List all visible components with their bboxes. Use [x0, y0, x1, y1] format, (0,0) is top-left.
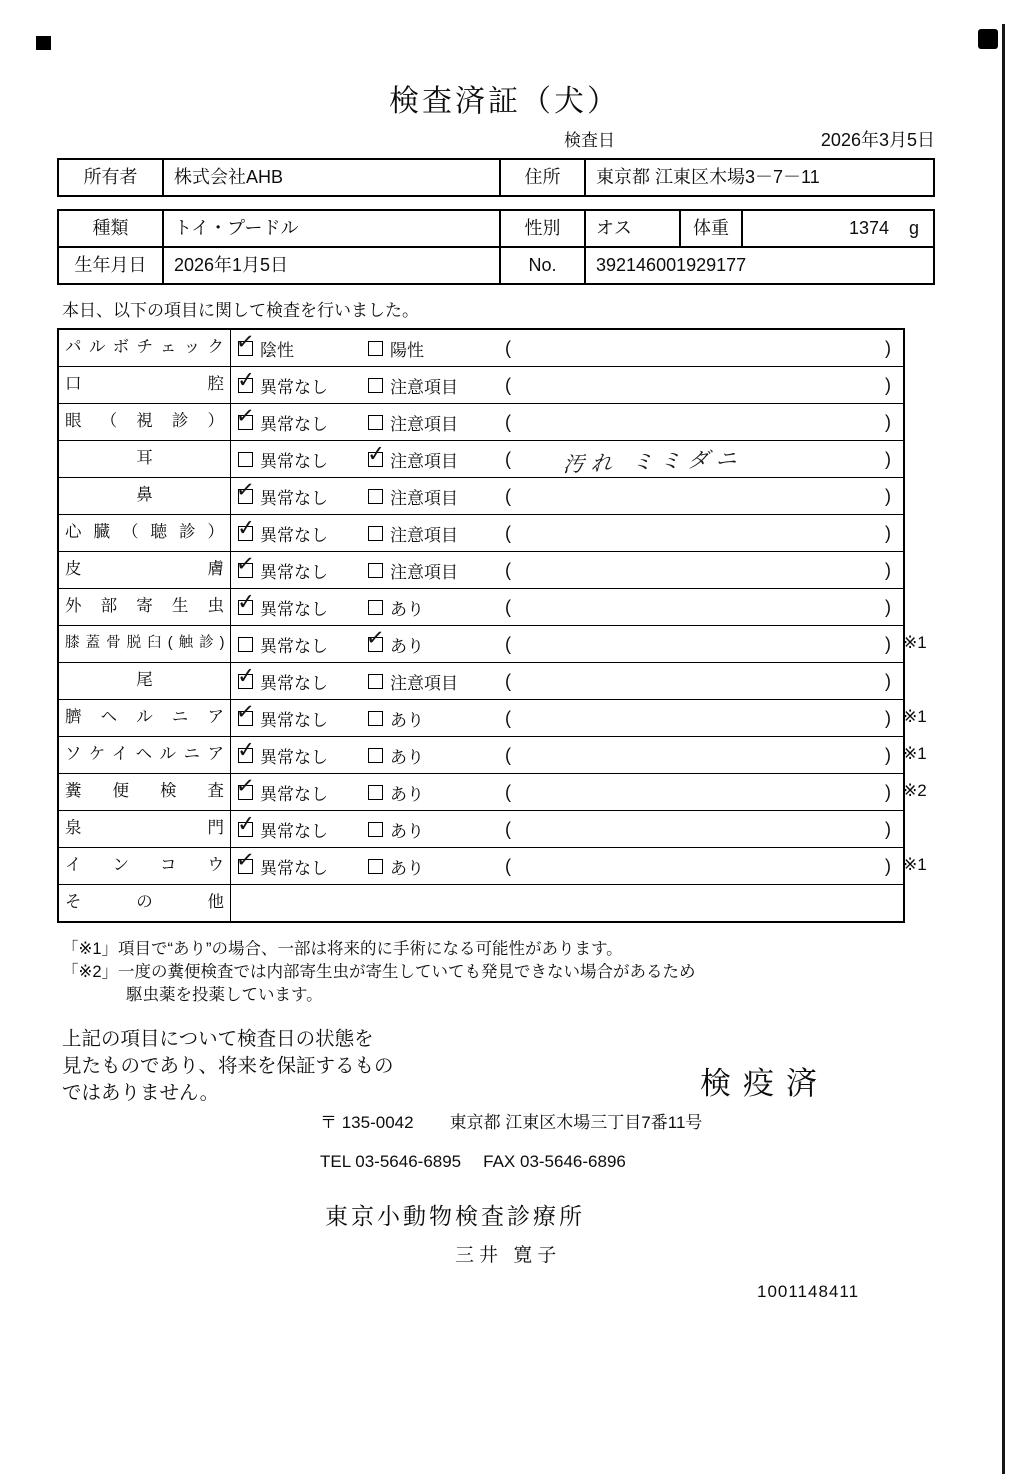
remarks-field — [501, 486, 903, 507]
checklist-row — [59, 330, 903, 366]
checkbox-icon — [238, 526, 253, 541]
inspection-date-line — [498, 126, 935, 152]
checklist-options — [231, 626, 903, 662]
checklist-options — [231, 663, 903, 699]
option-1 — [231, 854, 368, 879]
option-1 — [231, 484, 368, 509]
address-value: 東京都 江東区木場3－7－11 — [584, 160, 933, 195]
checkbox-icon — [238, 674, 253, 689]
option-2-label: あり — [390, 710, 424, 730]
checklist-options — [231, 330, 903, 366]
postal-code: 〒 135-0042 — [320, 1113, 414, 1132]
option-2 — [368, 410, 501, 435]
clinic-address-line — [320, 1108, 702, 1133]
close-paren: ) — [885, 670, 891, 691]
sex-label: 性別 — [499, 211, 584, 246]
intro-text: 本日、以下の項目に関して検査を行いました。 — [62, 301, 419, 320]
type-value: トイ・プードル — [162, 211, 499, 246]
checklist-item-label: 泉門 — [59, 811, 231, 847]
option-2-label: あり — [390, 599, 424, 619]
checklist-options — [231, 552, 903, 588]
checkbox-icon — [368, 563, 383, 578]
checklist-row — [59, 773, 927, 810]
checkbox-icon — [238, 859, 253, 874]
disclaimer-line1: 上記の項目について検査日の状態を — [62, 1028, 374, 1050]
open-paren: ( — [505, 818, 511, 839]
checkbox-icon — [238, 637, 253, 652]
option-2 — [368, 706, 501, 731]
option-1 — [231, 595, 368, 620]
checklist-row — [59, 403, 903, 440]
animal-info-table — [57, 209, 935, 285]
option-1-label: 異常なし — [260, 747, 328, 767]
footnotes — [62, 938, 696, 1007]
checklist-row — [59, 440, 903, 477]
checklist-row — [59, 736, 927, 773]
checklist-row — [59, 551, 903, 588]
close-paren: ) — [885, 559, 891, 580]
remarks-field — [501, 412, 903, 433]
option-2-label: 注意項目 — [390, 451, 458, 471]
checkbox-icon — [368, 748, 383, 763]
option-1 — [231, 558, 368, 583]
checklist-item-label: 尾 — [59, 663, 231, 699]
option-2 — [368, 336, 501, 361]
sex-value: オス — [584, 211, 679, 246]
option-2 — [368, 669, 501, 694]
serial-number: 1001148411 — [757, 1282, 860, 1301]
option-1-label: 異常なし — [260, 821, 328, 841]
checkbox-icon — [238, 563, 253, 578]
option-2-label: 注意項目 — [390, 673, 458, 693]
checkbox-icon — [368, 600, 383, 615]
option-1 — [231, 447, 368, 472]
option-1 — [231, 336, 368, 361]
clinic-name: 東京小動物検査診療所 — [325, 1203, 585, 1229]
option-1-label: 陰性 — [260, 340, 294, 360]
checklist-options — [231, 441, 903, 477]
checklist-item-label: 眼（視診） — [59, 404, 231, 440]
option-1-label: 異常なし — [260, 636, 328, 656]
remarks-field — [501, 708, 903, 729]
close-paren: ) — [885, 448, 891, 469]
option-2 — [368, 373, 501, 398]
close-paren: ) — [885, 707, 891, 728]
footnote-mark: ※1 — [903, 744, 927, 763]
option-1 — [231, 817, 368, 842]
checklist-options — [231, 885, 903, 921]
option-1-label: 異常なし — [260, 488, 328, 508]
option-2 — [368, 632, 501, 657]
option-1-label: 異常なし — [260, 858, 328, 878]
checklist-item-label: 臍ヘルニア — [59, 700, 231, 736]
option-1 — [231, 706, 368, 731]
checklist-row — [59, 477, 903, 514]
footnote-1: 「※1」項目で“あり”の場合、一部は将来的に手術になる可能性があります。 — [62, 940, 623, 958]
remarks-field — [501, 634, 903, 655]
checklist-item-label: 鼻 — [59, 478, 231, 514]
open-paren: ( — [505, 855, 511, 876]
weight-value-cell — [741, 211, 933, 246]
option-1-label: 異常なし — [260, 451, 328, 471]
checklist-item-label: 口腔 — [59, 367, 231, 403]
option-1-label: 異常なし — [260, 710, 328, 730]
option-2 — [368, 558, 501, 583]
option-2 — [368, 780, 501, 805]
close-paren: ) — [885, 855, 891, 876]
open-paren: ( — [505, 559, 511, 580]
option-2 — [368, 743, 501, 768]
checkbox-icon — [368, 341, 383, 356]
option-2 — [368, 854, 501, 879]
fax-number: FAX 03-5646-6896 — [483, 1152, 626, 1171]
option-2-label: 陽性 — [390, 340, 424, 360]
checkbox-icon — [238, 341, 253, 356]
disclaimer — [62, 1026, 394, 1107]
checklist-row — [59, 662, 903, 699]
checklist-options — [231, 848, 903, 884]
veterinarian-name: 三井 寛子 — [455, 1245, 562, 1266]
checkbox-icon — [368, 526, 383, 541]
close-paren: ) — [885, 744, 891, 765]
checkbox-icon — [368, 859, 383, 874]
checkbox-icon — [238, 600, 253, 615]
checklist-item-label: ソケイヘルニア — [59, 737, 231, 773]
open-paren: ( — [505, 411, 511, 432]
type-label: 種類 — [92, 218, 129, 238]
close-paren: ) — [885, 522, 891, 543]
no-label: No. — [499, 246, 584, 283]
option-1-label: 異常なし — [260, 525, 328, 545]
remarks-field — [501, 560, 903, 581]
option-2-label: あり — [390, 784, 424, 804]
option-2-label: 注意項目 — [390, 562, 458, 582]
option-2-label: 注意項目 — [390, 525, 458, 545]
remarks-field — [501, 782, 903, 803]
checklist-row — [59, 884, 903, 921]
option-1 — [231, 669, 368, 694]
open-paren: ( — [505, 633, 511, 654]
checkbox-icon — [238, 711, 253, 726]
option-2-label: 注意項目 — [390, 377, 458, 397]
scan-artifact-top-left — [36, 36, 51, 50]
option-1 — [231, 780, 368, 805]
checkbox-icon — [368, 452, 383, 467]
close-paren: ) — [885, 818, 891, 839]
checklist-item-label: 外部寄生虫 — [59, 589, 231, 625]
checkbox-icon — [238, 415, 253, 430]
open-paren: ( — [505, 744, 511, 765]
checkbox-icon — [368, 674, 383, 689]
option-1-label: 異常なし — [260, 599, 328, 619]
checklist-item-label: 糞便検査 — [59, 774, 231, 810]
open-paren: ( — [505, 670, 511, 691]
checkbox-icon — [368, 489, 383, 504]
checkbox-icon — [238, 452, 253, 467]
checkbox-icon — [238, 378, 253, 393]
option-2-label: 注意項目 — [390, 414, 458, 434]
owner-label: 所有者 — [83, 167, 138, 187]
option-2 — [368, 521, 501, 546]
option-1 — [231, 743, 368, 768]
remarks-field — [501, 671, 903, 692]
footnote-mark: ※2 — [903, 781, 927, 800]
checklist-item-label: 皮膚 — [59, 552, 231, 588]
tel-fax-line — [320, 1152, 626, 1172]
checklist-options — [231, 737, 903, 773]
disclaimer-line3: ではありません。 — [62, 1082, 220, 1104]
checkbox-icon — [238, 748, 253, 763]
option-1 — [231, 410, 368, 435]
quarantine-stamp: 検疫済 — [700, 1066, 829, 1101]
remarks-field — [501, 819, 903, 840]
option-1-label: 異常なし — [260, 377, 328, 397]
open-paren: ( — [505, 485, 511, 506]
inspection-date-value: 2026年3月5日 — [820, 130, 935, 150]
checkbox-icon — [368, 637, 383, 652]
checkbox-icon — [368, 822, 383, 837]
option-2-label: あり — [390, 858, 424, 878]
weight-value: 1374 — [848, 218, 889, 238]
weight-label: 体重 — [679, 211, 741, 246]
checkbox-icon — [238, 489, 253, 504]
option-2-label: 注意項目 — [390, 488, 458, 508]
checkbox-icon — [238, 785, 253, 800]
close-paren: ) — [885, 633, 891, 654]
checkbox-icon — [368, 415, 383, 430]
footnote-mark: ※1 — [903, 855, 927, 874]
close-paren: ) — [885, 374, 891, 395]
close-paren: ) — [885, 596, 891, 617]
checklist-row — [59, 588, 903, 625]
remarks-field — [501, 597, 903, 618]
checklist-row — [59, 847, 927, 884]
checklist-item-label: インコウ — [59, 848, 231, 884]
option-1-label: 異常なし — [260, 414, 328, 434]
open-paren: ( — [505, 781, 511, 802]
scan-artifact-right-edge — [1002, 24, 1005, 1474]
checkbox-icon — [368, 378, 383, 393]
option-1 — [231, 632, 368, 657]
footnote-mark: ※1 — [903, 633, 927, 652]
checklist-options — [231, 367, 903, 403]
checklist-row — [59, 810, 903, 847]
clinic-address: 東京都 江東区木場三丁目7番11号 — [449, 1113, 703, 1132]
handwritten-note: 汚れ ミミダニ — [562, 447, 745, 477]
document-title: 検査済証（犬） — [389, 85, 620, 118]
birthdate-label: 生年月日 — [59, 246, 162, 283]
option-2-label: あり — [390, 747, 424, 767]
footnote-mark: ※1 — [903, 707, 927, 726]
remarks-field — [501, 444, 903, 477]
checklist-row — [59, 625, 927, 662]
option-2 — [368, 484, 501, 509]
option-1-label: 異常なし — [260, 673, 328, 693]
close-paren: ) — [885, 485, 891, 506]
option-2 — [368, 447, 501, 472]
close-paren: ) — [885, 781, 891, 802]
checklist-item-label: 膝蓋骨脱臼(触診) — [59, 626, 231, 662]
checklist-item-label: 心臓（聴診） — [59, 515, 231, 551]
checklist-options — [231, 404, 903, 440]
checklist-item-label: その他 — [59, 885, 231, 921]
disclaimer-line2: 見たものであり、将来を保証するもの — [62, 1055, 394, 1077]
checklist-row — [59, 699, 927, 736]
option-1-label: 異常なし — [260, 562, 328, 582]
owner-table — [57, 158, 935, 197]
option-2-label: あり — [390, 821, 424, 841]
checklist-item-label: パルボチェック — [59, 330, 231, 366]
remarks-field — [501, 856, 903, 877]
owner-value: 株式会社AHB — [162, 160, 499, 195]
scan-artifact-top-right — [978, 29, 998, 49]
checkbox-icon — [238, 822, 253, 837]
remarks-field — [501, 375, 903, 396]
remarks-field — [501, 745, 903, 766]
open-paren: ( — [505, 596, 511, 617]
inspection-date-label: 検査日 — [564, 131, 615, 150]
no-value: 392146001929177 — [584, 246, 933, 283]
checklist-row — [59, 366, 903, 403]
checklist-options — [231, 774, 903, 810]
close-paren: ) — [885, 411, 891, 432]
option-1-label: 異常なし — [260, 784, 328, 804]
footnote-2-line1: 「※2」一度の糞便検査では内部寄生虫が寄生していても発見できない場合があるため — [62, 963, 696, 981]
birthdate-value: 2026年1月5日 — [162, 246, 499, 283]
open-paren: ( — [505, 448, 511, 469]
checkbox-icon — [368, 785, 383, 800]
option-1 — [231, 373, 368, 398]
checklist-table — [57, 328, 927, 923]
close-paren: ) — [885, 337, 891, 358]
checklist-options — [231, 515, 903, 551]
address-label: 住所 — [499, 160, 584, 195]
open-paren: ( — [505, 522, 511, 543]
tel-number: TEL 03-5646-6895 — [320, 1152, 462, 1171]
open-paren: ( — [505, 707, 511, 728]
checklist-options — [231, 478, 903, 514]
remarks-field — [501, 523, 903, 544]
checklist-options — [231, 811, 903, 847]
checklist-options — [231, 700, 903, 736]
remarks-field — [501, 338, 903, 359]
weight-unit: g — [908, 218, 919, 238]
checkbox-icon — [368, 711, 383, 726]
option-2 — [368, 817, 501, 842]
open-paren: ( — [505, 337, 511, 358]
checklist-row — [59, 514, 903, 551]
option-2-label: あり — [390, 636, 424, 656]
option-1 — [231, 521, 368, 546]
footnote-2-line2: 駆虫薬を投薬しています。 — [126, 986, 323, 1004]
option-2 — [368, 595, 501, 620]
checklist-item-label: 耳 — [59, 441, 231, 477]
checklist-options — [231, 589, 903, 625]
open-paren: ( — [505, 374, 511, 395]
